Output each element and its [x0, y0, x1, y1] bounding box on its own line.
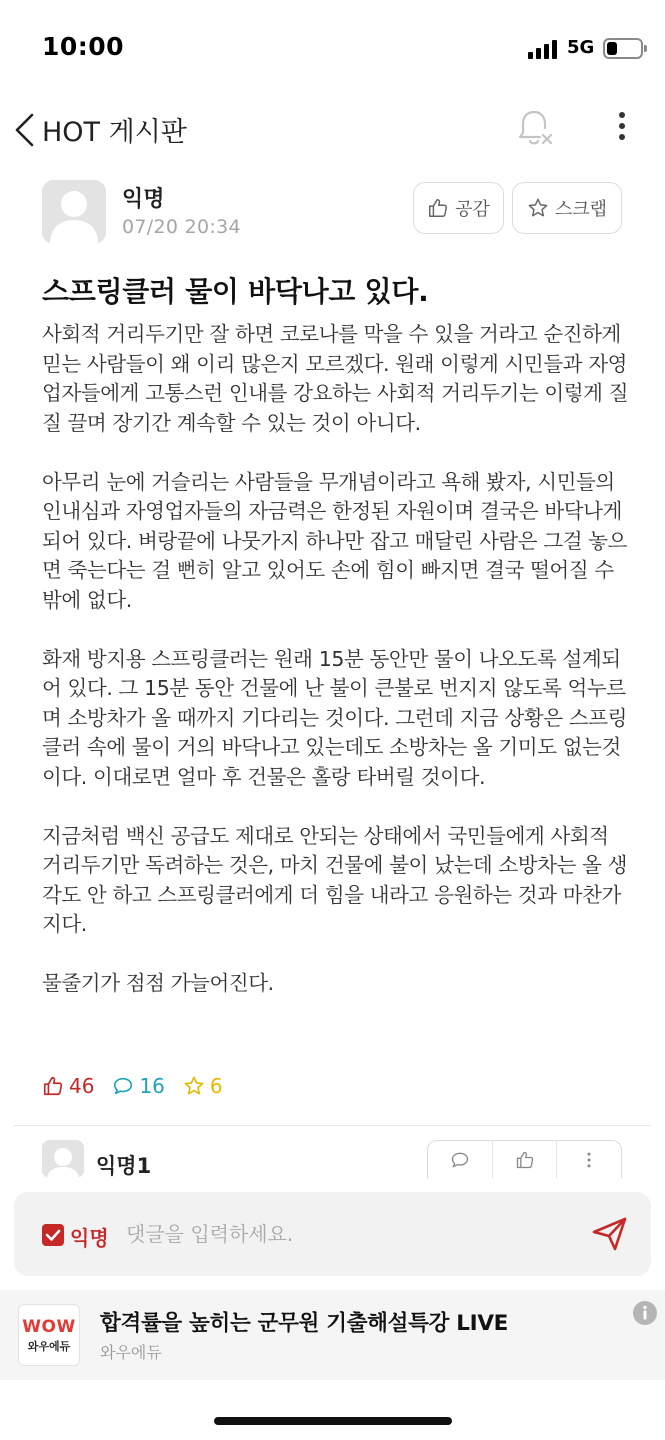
ad-banner[interactable]: [0, 1290, 665, 1380]
thumbs-up-icon: [515, 1150, 535, 1170]
comment-author-avatar: [42, 1140, 84, 1178]
like-count-value: 46: [69, 1074, 95, 1098]
comment-more-button[interactable]: [557, 1141, 621, 1178]
post-paragraph: 사회적 거리두기만 잘 하면 코로나를 막을 수 있을 거라고 순진하게 믿는 사람들이 왜 이리 많은지 모르겠다. 원래 이렇게 시민들과 자영업자들에게 고통스런 인내를 강요하는 사회적 거리두기는 이렇게 질질 끌며 장기간 계속할 수 있는 것이 아니다.: [42, 322, 629, 435]
default-profile-icon: [42, 180, 106, 244]
scrap-count-value: 6: [209, 1074, 223, 1098]
post-paragraph: 화재 방지용 스프링클러는 원래 15분 동안만 물이 나오도록 설계되어 있다. 그 15분 동안 건물에 난 불이 큰불로 번지지 않도록 억누르며 소방차가 올 때까지 기다리는 것이다. 그런데 지금 상황은 스프링클러 속에 물이 거의 바닥나고 있는데도 소방차는 올 기미도 없는것이다. 이대로면 얼마 후 건물은 홀랑 타버릴 것이다.: [42, 646, 628, 789]
post-stats: [42, 1074, 223, 1098]
more-options-icon[interactable]: [608, 108, 636, 148]
section-divider: [14, 1125, 651, 1126]
comment-count-value: 16: [139, 1074, 165, 1098]
ad-logo-text: WOW: [22, 1316, 76, 1337]
like-button-label: 공감: [455, 199, 490, 220]
post-body: [42, 320, 632, 999]
page-title: HOT 게시판: [42, 117, 187, 148]
more-options-icon: [579, 1150, 599, 1170]
comment-author: 익명1: [96, 1154, 152, 1178]
reply-button[interactable]: [428, 1141, 493, 1178]
post-paragraph: 지금처럼 백신 공급도 제대로 안되는 상태에서 국민들에게 사회적 거리두기만 독려하는 것은, 마치 건물에 불이 났는데 소방차는 올 생각도 안 하고 스프링클러에게 더 힘을 내라고 응원하는 것과 마찬가지다.: [42, 823, 628, 936]
speech-bubble-icon: [450, 1150, 470, 1170]
comment-like-button[interactable]: [493, 1141, 558, 1178]
speech-bubble-icon: [112, 1075, 134, 1097]
anonymous-label[interactable]: 익명: [70, 1226, 109, 1250]
home-indicator: [214, 1417, 452, 1425]
ad-source: 와우에듀: [100, 1343, 162, 1362]
ad-logo: [18, 1304, 80, 1366]
star-icon: [527, 197, 549, 219]
thumbs-up-icon: [427, 197, 449, 219]
post-paragraph: 아무리 눈에 거슬리는 사람들을 무개념이라고 욕해 봤자, 시민들의 인내심과 자영업자들의 자금력은 한정된 자원이며 결국은 바닥나게 되어 있다. 벼랑끝에 나뭇가지 하나만 잡고 매달린 사람은 그걸 놓으면 죽는다는 걸 뻔히 알고 있어도 손에 힘이 빠지면 결국 떨어질 수밖에 없다.: [42, 469, 628, 612]
send-icon[interactable]: [590, 1214, 630, 1254]
like-button[interactable]: [413, 182, 504, 234]
battery-icon: [603, 38, 643, 59]
network-type: 5G: [567, 37, 595, 58]
scrap-count: [183, 1074, 223, 1098]
post-author: 익명: [122, 187, 165, 212]
ad-logo-subtext: 와우에듀: [27, 1339, 71, 1353]
nav-bar: [0, 96, 665, 164]
checkmark-icon: [42, 1224, 64, 1246]
scrap-button-label: 스크랩: [554, 199, 608, 220]
back-arrow-icon[interactable]: [10, 110, 40, 150]
comment-input-box: [14, 1192, 651, 1276]
comment-input[interactable]: [126, 1214, 586, 1254]
post-timestamp: 07/20 20:34: [122, 216, 241, 238]
info-icon[interactable]: [632, 1300, 658, 1326]
post-paragraph: 물줄기가 점점 가늘어진다.: [42, 971, 274, 995]
author-avatar: [42, 180, 106, 244]
notification-off-bell-icon[interactable]: [516, 106, 556, 150]
thumbs-up-icon: [42, 1075, 64, 1097]
post-title: 스프링클러 물이 바닥나고 있다.: [42, 275, 429, 308]
like-count: [42, 1074, 94, 1098]
comment-count: [112, 1074, 164, 1098]
signal-icon: [528, 40, 560, 59]
status-bar: [0, 0, 665, 96]
star-icon: [183, 1075, 205, 1097]
status-time: 10:00: [42, 32, 125, 61]
ad-title[interactable]: 합격률을 높히는 군무원 기출해설특강 LIVE: [100, 1311, 509, 1336]
anonymous-checkbox[interactable]: [42, 1224, 64, 1246]
comment-input-bar: [0, 1178, 665, 1288]
comment-actions: [427, 1140, 622, 1178]
scrap-button[interactable]: [512, 182, 622, 234]
default-profile-icon: [42, 1140, 84, 1178]
